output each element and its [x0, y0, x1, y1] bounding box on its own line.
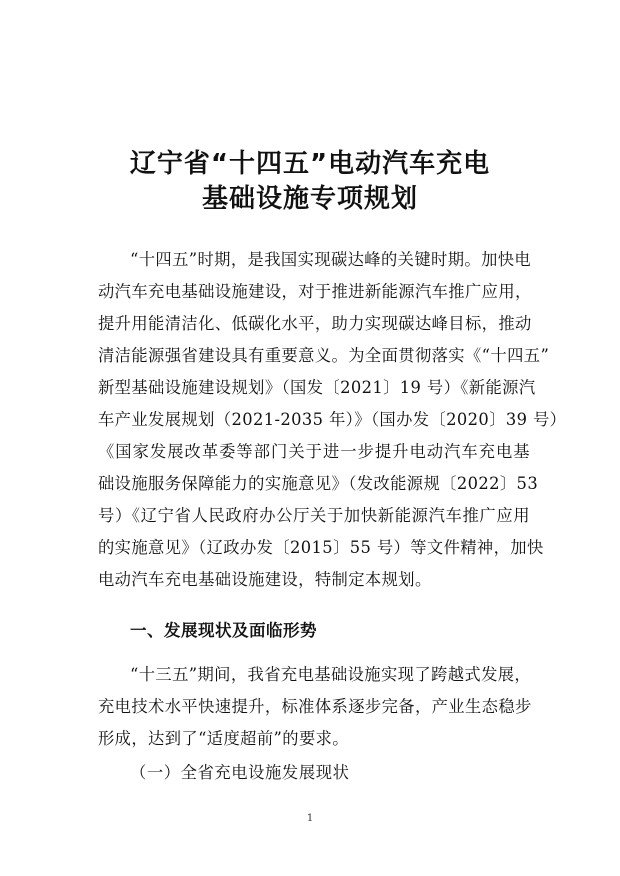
page-number: 1 [306, 813, 314, 824]
intro-paragraph-line: “十四五”时期，是我国实现碳达峰的关键时期。加快电 [130, 250, 532, 269]
subsection-heading: （一）全省充电设施发展现状 [130, 763, 350, 782]
section-paragraph-line: 形成，达到了“适度超前”的要求。 [98, 729, 349, 748]
intro-paragraph-line: 号）《辽宁省人民政府办公厅关于加快新能源汽车推广应用 [98, 506, 530, 525]
section-paragraph-line: 充电技术水平快速提升，标准体系逐步完备，产业生态稳步 [98, 697, 532, 716]
section-heading: 一、发展现状及面临形势 [130, 621, 317, 640]
intro-paragraph-line: 的实施意见》（辽政办发〔2015〕55 号）等文件精神，加快 [98, 538, 544, 557]
intro-paragraph-line: 车产业发展规划（2021-2035 年）》（国办发〔2020〕39 号） [98, 410, 567, 429]
document-title-line-1: 辽宁省“十四五”电动汽车充电 [129, 149, 491, 179]
intro-paragraph-line: 《国家发展改革委等部门关于进一步提升电动汽车充电基 [98, 442, 530, 461]
intro-paragraph-line: 提升用能清洁化、低碳化水平，助力实现碳达峰目标，推动 [98, 314, 532, 333]
intro-paragraph-line: 础设施服务保障能力的实施意见》（发改能源规〔2022〕53 [98, 474, 539, 493]
section-paragraph-line: “十三五”期间，我省充电基础设施实现了跨越式发展， [130, 665, 532, 684]
intro-paragraph-line: 新型基础设施建设规划》（国发〔2021〕19 号）《新能源汽 [98, 378, 536, 397]
document-title-line-2: 基础设施专项规划 [201, 184, 418, 214]
intro-paragraph-line: 清洁能源强省建设具有重要意义。为全面贯彻落实《“十四五” [98, 346, 550, 365]
intro-paragraph-line: 动汽车充电基础设施建设，对于推进新能源汽车推广应用， [98, 282, 532, 301]
intro-paragraph-line: 电动汽车充电基础设施建设，特制定本规划。 [98, 570, 432, 589]
